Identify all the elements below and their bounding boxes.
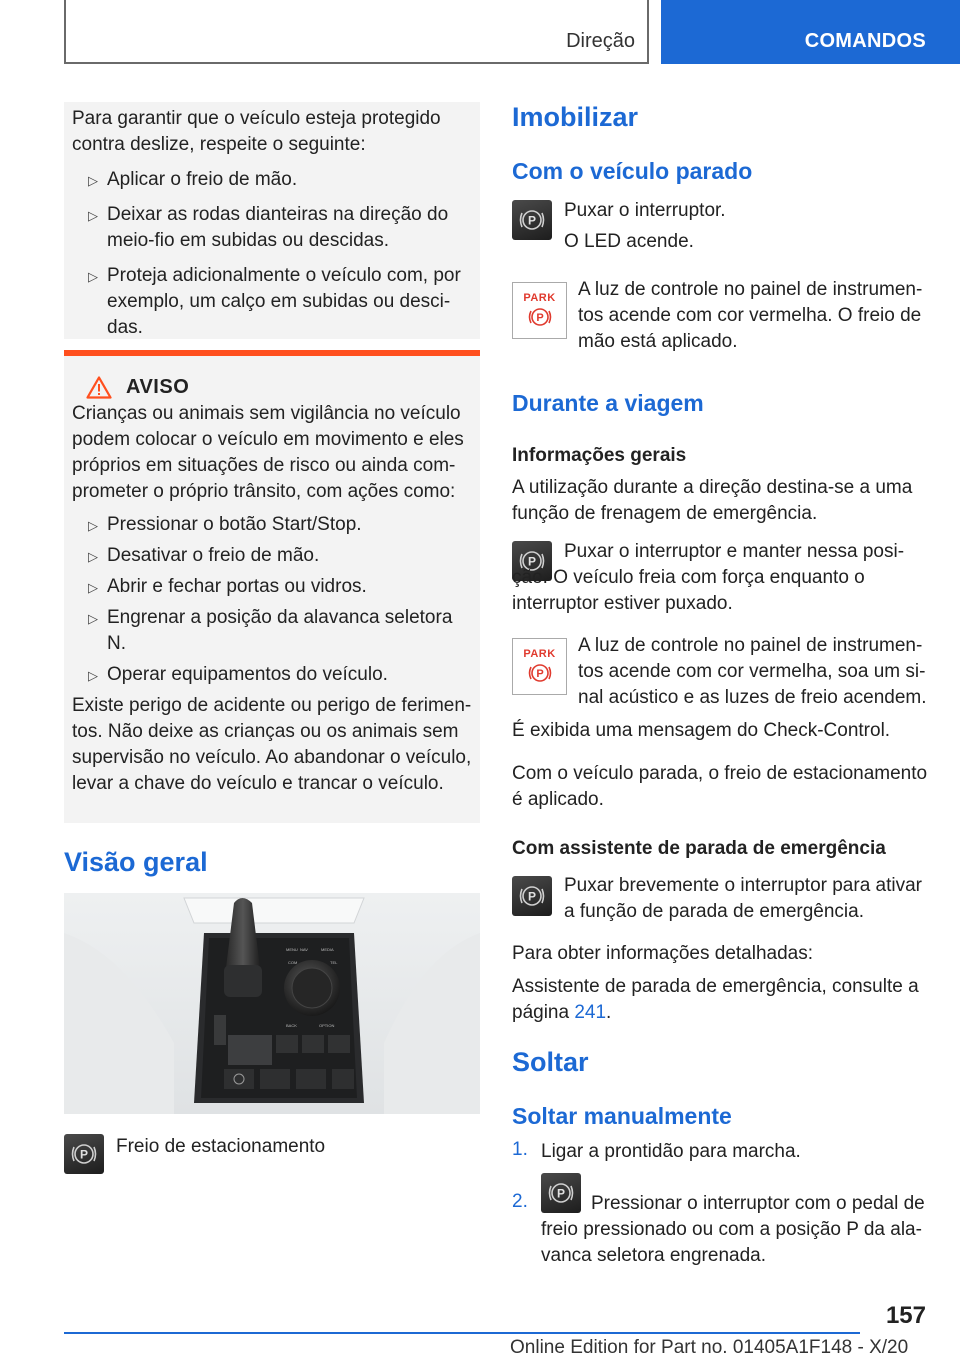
menu-label: MENU (286, 947, 298, 952)
triangle-bullet-icon: ▷ (88, 173, 98, 188)
release-heading: Soltar (512, 1047, 589, 1077)
triangle-bullet-icon: ▷ (88, 549, 98, 564)
back-label: BACK (286, 1023, 297, 1028)
stopped-step-1: Puxar o interruptor. (564, 200, 726, 221)
securing-info-box (64, 102, 480, 339)
svg-text:P: P (527, 213, 537, 228)
svg-text:P: P (535, 311, 544, 324)
step-text: Ligar a prontidão para marcha. (541, 1141, 801, 1162)
pull-switch-icon-3 (512, 876, 552, 916)
reference-text: Assistente de parada de emergência, consulte a página 241. (512, 976, 919, 1023)
warning-box (64, 350, 480, 823)
warning-header (72, 376, 472, 399)
emergency-assistant-heading: Com assistente de parada de emergência (512, 838, 886, 859)
triangle-bullet-icon: ▷ (88, 269, 98, 284)
triangle-bullet-icon: ▷ (88, 518, 98, 533)
svg-text:P: P (556, 1186, 566, 1201)
while-driving-heading: Durante a viagem (512, 390, 704, 416)
console-photo (64, 893, 480, 1114)
option-label: OPTION (319, 1023, 335, 1028)
step-number: 1. (512, 1139, 528, 1160)
list-item: ▷ Deixar as rodas dianteiras na direção do meio-fio em subidas ou descidas. (88, 204, 449, 251)
step-text: Pressionar o interruptor com o pedal de freio pressionado ou com a posição P da ala-vanca seletora engrenada. (541, 1193, 925, 1266)
com-label: COM (288, 960, 298, 965)
stopped-park-text: A luz de controle no painel de instrumen-tos acende com cor vermelha. O freio de mão está aplicado. (578, 279, 923, 352)
overview-heading: Visão geral (64, 847, 208, 877)
parking-brake-caption: Freio de estacionamento (116, 1136, 326, 1157)
list-item: ▷ Abrir e fechar portas ou vidros. (72, 574, 472, 600)
triangle-bullet-icon: ▷ (88, 580, 98, 595)
header-section-box (64, 0, 649, 64)
intro-text: Para garantir que o veículo esteja protegido contra deslize, respeite o seguinte: (72, 108, 441, 155)
page-reference-link[interactable]: 241 (574, 1002, 607, 1023)
emergency-assistant-text: Puxar brevemente o interruptor para ativar a função de parada de emergência. (564, 875, 923, 922)
page-number: 157 (885, 1302, 926, 1329)
driving-pull-text: Puxar o interruptor e manter nessa posi-ção. O veículo freia com força enquanto o interruptor estiver puxado. (512, 541, 905, 614)
svg-text:P: P (527, 554, 537, 569)
svg-text:P: P (79, 1147, 89, 1162)
park-indicator-icon-1: PARK P (512, 282, 567, 339)
list-item: ▷ Desativar o freio de mão. (72, 543, 472, 569)
triangle-bullet-icon: ▷ (88, 668, 98, 683)
parking-brake-switch-icon (64, 1134, 104, 1174)
triangle-bullet-icon: ▷ (88, 611, 98, 626)
header-chapter-box (661, 0, 960, 64)
driving-park-text: A luz de controle no painel de instrumen-tos acende com cor vermelha, soa um si-nal acústico e as luzes de freio acendem. (578, 635, 927, 708)
release-manually-heading: Soltar manualmente (512, 1103, 732, 1129)
intro-list (72, 167, 472, 341)
parking-brake-caption-row (64, 1134, 325, 1174)
list-item: ▷ Aplicar o freio de mão. (72, 167, 472, 193)
more-info-text: Para obter informações detalhadas: (512, 943, 814, 964)
chapter-title: COMANDOS (804, 30, 926, 52)
warning-title: AVISO (126, 376, 190, 398)
list-item: ▷ Operar equipamentos do veículo. (72, 662, 472, 688)
warning-list (72, 512, 472, 688)
warning-triangle-icon (86, 376, 112, 399)
list-item: ▷ Proteja adicionalmente o veículo com, por exemplo, um calço em subidas ou desci-das. (88, 265, 461, 338)
list-item: ▷ Pressionar o botão Start/Stop. (72, 512, 472, 538)
stopped-step-2: O LED acende. (564, 231, 694, 252)
general-info-text: A utilização durante a direção destina-se a uma função de frenagem de emergência. (512, 477, 913, 524)
check-control-text: É exibida uma mensagem do Check-Control. (512, 720, 891, 741)
footer-divider (64, 1332, 860, 1334)
footer-edition: Online Edition for Part no. 01405A1F148 - X/20 (510, 1337, 909, 1358)
pull-switch-icon-1 (512, 200, 552, 240)
vehicle-stopped-heading: Com o veículo parado (512, 158, 753, 184)
nav-label: NAV (300, 947, 308, 952)
immobilize-heading: Imobilizar (512, 102, 639, 132)
general-info-heading: Informações gerais (512, 445, 687, 466)
center-console-image (64, 893, 480, 1114)
warning-closing: Existe perigo de acidente ou perigo de ferimen-tos. Não deixe as crianças ou os animais sem supervisão no veículo. Ao abandonar o veículo, levar a chave do veículo e trancar o veículo. (72, 695, 472, 794)
media-label: MEDIA (321, 947, 334, 952)
list-item: ▷ Engrenar a posição da alavanca seletora N. (88, 607, 453, 654)
parked-applied-text: Com o veículo parada, o freio de estacionamento é aplicado. (512, 763, 928, 810)
svg-text:P: P (527, 889, 537, 904)
park-indicator-icon-2: PARK P (512, 638, 567, 695)
section-title: Direção (566, 30, 635, 52)
step-number: 2. (512, 1191, 528, 1212)
triangle-bullet-icon: ▷ (88, 208, 98, 223)
warning-text: Crianças ou animais sem vigilância no veículo podem colocar o veículo em movimento e eles próprios em situações de risco ou ainda com-prometer o próprio trânsito, com ações como: (72, 403, 464, 502)
svg-text:P: P (535, 667, 544, 680)
tel-label: TEL (330, 960, 338, 965)
